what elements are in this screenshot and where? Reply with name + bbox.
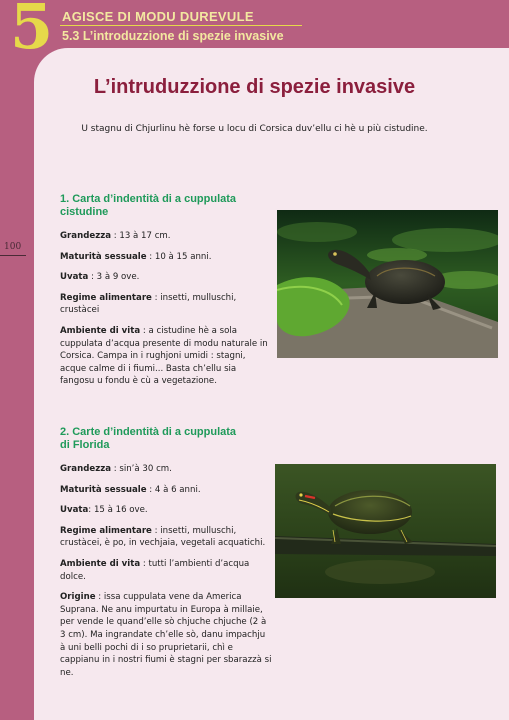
- fact-size: Grandezza : 13 à 17 cm.: [60, 231, 171, 241]
- page-number-divider: [0, 255, 26, 256]
- fact-habitat: Ambiente di vita : tutti l’ambienti d’acqua dolce.: [60, 558, 250, 582]
- chapter-number: 5: [10, 0, 54, 63]
- card-1-title-line: cistudine: [60, 206, 109, 218]
- intro-text: U stagnu di Chjurlinu hè forse u locu di Corsica duv’ellu ci hè u più cistudine.: [81, 124, 428, 134]
- red-eared-slider-photo: [275, 464, 496, 598]
- card-1-facts: [60, 230, 272, 396]
- section-title: 5.3 L’introduzzione di spezie invasive: [62, 29, 284, 43]
- fact-clutch: Uvata : 3 à 9 ove.: [60, 272, 140, 283]
- card-2-title: [60, 426, 236, 452]
- fact-diet: Regime alimentare : insetti, mulluschi, crustàcei, è po, in vechjaia, vegetali acquatichi.: [60, 525, 266, 549]
- fact-sexual-maturity: Maturità sessuale : 4 à 6 anni.: [60, 484, 201, 495]
- card-1-title-line: 1. Carta d’indentità di a cuppulata: [60, 193, 237, 205]
- page-number: 100: [4, 242, 22, 252]
- header-divider: [60, 25, 302, 26]
- fact-origin: Origine : issa cuppulata vene da America Suprana. Ne anu impurtatu in Europa à millaie, per vende le quand’elle sò chjuche chjuche (2 à 3 cm). Ma ingrandate ch’elle sò, danu impachju à uni belli pochi di i so pruprietarii, chì e cappianu in i nostri fiumi è stagni per sbarazzà si ne.: [60, 592, 272, 678]
- fact-sexual-maturity: Maturità sessuale : 10 à 15 anni.: [60, 251, 212, 262]
- card-1-title: [60, 193, 236, 219]
- fact-diet: Regime alimentare : insetti, mulluschi, crustàcei: [60, 292, 237, 316]
- card-2-title-line: di Florida: [60, 439, 110, 451]
- fact-habitat: Ambiente di vita : a cistudine hè a sola cuppulata d’acqua presente di modu naturale in Corsica. Campa in i rughjoni umidi : stagni, acque calme di i fiumi... Basta ch’ellu sia fangosu u fondu è cù a vegetazione.: [60, 325, 268, 387]
- european-pond-turtle-photo: [277, 210, 498, 358]
- chapter-title: AGISCE DI MODU DUREVULE: [62, 9, 254, 24]
- card-2-facts: [60, 463, 272, 687]
- fact-size: Grandezza : sin’à 30 cm.: [60, 464, 172, 474]
- fact-clutch: Uvata: 15 à 16 ove.: [60, 505, 148, 516]
- page-title: L’intruduzzione di spezie invasive: [93, 76, 416, 98]
- card-2-title-line: 2. Carte d’indentità di a cuppulata: [60, 426, 237, 438]
